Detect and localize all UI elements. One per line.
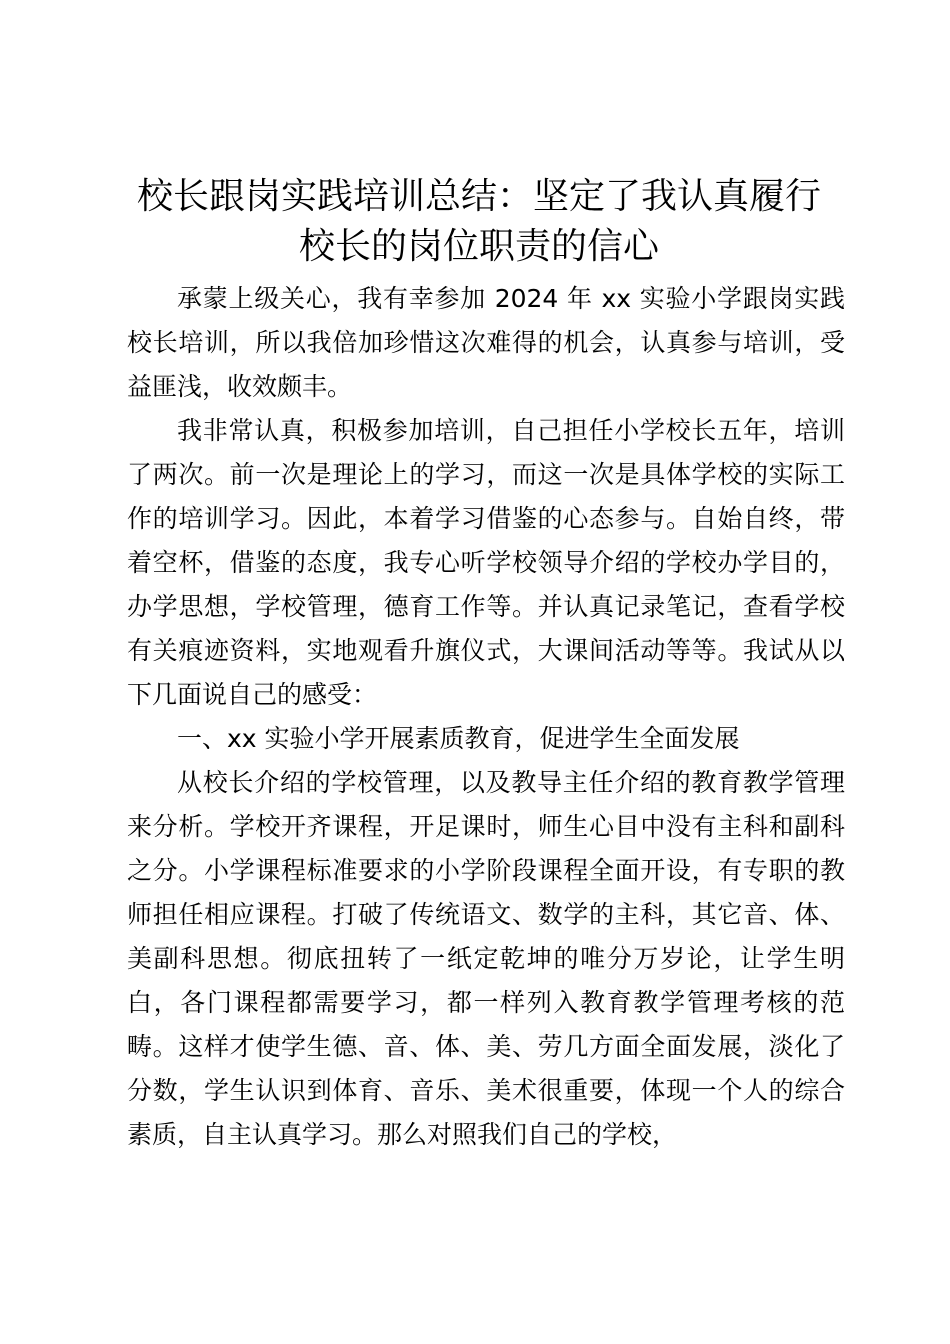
paragraph-analysis: 从校长介绍的学校管理，以及教导主任介绍的教育教学管理来分析。学校开齐课程，开足课时，师生心目中没有主科和副科之分。小学课程标准要求的小学阶段课程全面开设，有专职的教师担任相应课程。打破了传统语文、数学的主科，其它音、体、美副科思想。彻底扭转了一纸定乾坤的唯分万岁论，让学生明白，各门课程都需要学习，都一样列入教育教学管理考核的范畴。这样才使学生德、音、体、美、劳几方面全面发展，淡化了分数，学生认识到体育、音乐、美术很重要，体现一个人的综合素质，自主认真学习。那么对照我们自己的学校， — [127, 768, 845, 1149]
document-body — [127, 277, 845, 1157]
section-heading: 一、xx 实验小学开展素质教育，促进学生全面发展 — [177, 724, 740, 753]
paragraph-training: 我非常认真，积极参加培训，自己担任小学校长五年，培训了两次。前一次是理论上的学习，而这一次是具体学校的实际工作的培训学习。因此，本着学习借鉴的心态参与。自始自终，带着空杯，借鉴的态度，我专心听学校领导介绍的学校办学目的，办学思想，学校管理，德育工作等。并认真记录笔记，查看学校有关痕迹资料，实地观看升旗仪式，大课间活动等等。我试从以下几面说自己的感受： — [127, 416, 845, 709]
paragraph-intro: 承蒙上级关心，我有幸参加 2024 年 xx 实验小学跟岗实践校长培训，所以我倍加珍惜这次难得的机会，认真参与培训，受益匪浅，收效颇丰。 — [127, 284, 845, 401]
document-title: 校长跟岗实践培训总结：坚定了我认真履行校长的岗位职责的信心 — [136, 176, 821, 267]
